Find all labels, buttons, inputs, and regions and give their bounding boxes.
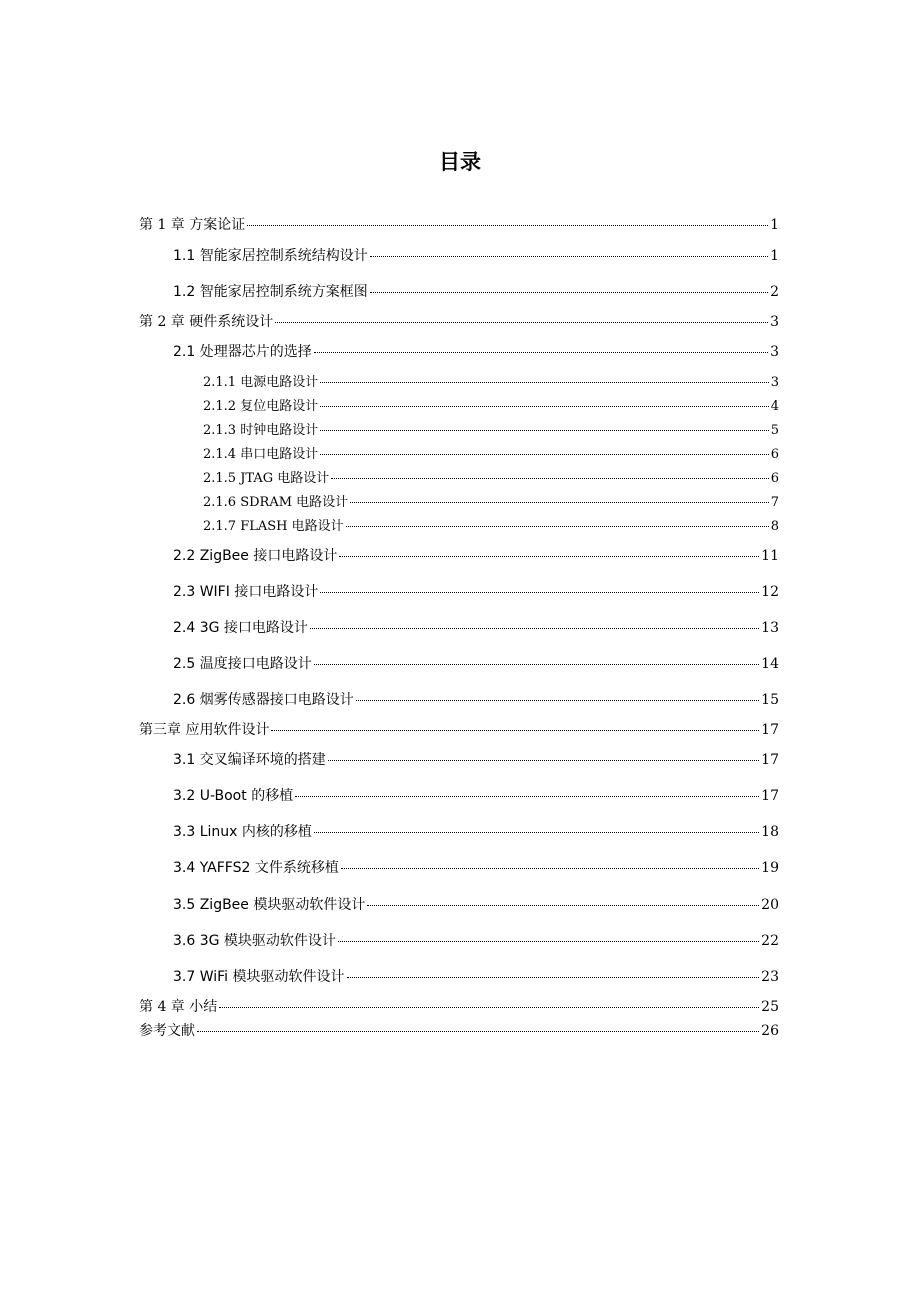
toc-entry[interactable] <box>173 930 779 950</box>
toc-entry-text: 2.5 温度接口电路设计 <box>173 656 312 672</box>
toc-entry[interactable] <box>173 749 779 769</box>
toc-page-number: 17 <box>761 752 779 768</box>
toc-leader <box>314 352 768 353</box>
toc-leader <box>320 454 769 455</box>
toc-page-number: 13 <box>761 620 779 636</box>
toc-page-number: 25 <box>761 999 779 1015</box>
toc-entry[interactable] <box>203 395 779 414</box>
toc-leader <box>320 382 769 383</box>
toc-leader <box>271 730 759 731</box>
toc-entry[interactable] <box>173 653 779 673</box>
toc-entry-text: 3.3 Linux 内核的移植 <box>173 824 312 840</box>
toc-page-number: 12 <box>761 584 779 600</box>
toc-entry[interactable] <box>173 281 779 301</box>
toc-leader <box>338 941 759 942</box>
toc-page-number: 26 <box>761 1023 779 1039</box>
toc-entry[interactable] <box>173 581 779 601</box>
toc-entry[interactable] <box>173 821 779 841</box>
toc-entry[interactable] <box>173 894 779 914</box>
toc-entry[interactable] <box>173 341 779 361</box>
toc-page-number: 3 <box>770 375 779 390</box>
toc-leader <box>370 292 768 293</box>
toc-entry-text: 2.1.6 SDRAM 电路设计 <box>203 495 349 510</box>
toc-entry[interactable] <box>139 719 779 739</box>
toc-leader <box>295 796 759 797</box>
toc-leader <box>341 868 759 869</box>
toc-leader <box>310 628 759 629</box>
toc-page-number: 7 <box>770 495 779 510</box>
toc-entry[interactable] <box>173 245 779 265</box>
toc-entry[interactable] <box>173 966 779 986</box>
toc-page-number: 4 <box>770 399 779 414</box>
toc-page-number: 20 <box>761 897 779 913</box>
toc-page-number: 6 <box>770 471 779 486</box>
toc-entry[interactable] <box>139 1020 779 1040</box>
toc-leader <box>331 478 768 479</box>
toc-entry-text: 第 4 章 小结 <box>139 999 218 1015</box>
toc-entry-text: 2.1.1 电源电路设计 <box>203 375 319 390</box>
toc-page-number: 22 <box>761 933 779 949</box>
toc-leader <box>370 256 768 257</box>
toc-entry-text: 3.2 U-Boot 的移植 <box>173 788 294 804</box>
toc-entry-text: 1.1 智能家居控制系统结构设计 <box>173 248 368 264</box>
toc-entry[interactable] <box>173 545 779 565</box>
toc-leader <box>350 502 769 503</box>
toc-entry-text: 2.6 烟雾传感器接口电路设计 <box>173 692 354 708</box>
toc-entry[interactable] <box>203 443 779 462</box>
toc-entry[interactable] <box>173 785 779 805</box>
toc-entry[interactable] <box>173 689 779 709</box>
toc-entry-text: 第 1 章 方案论证 <box>139 217 246 233</box>
toc-leader <box>346 526 769 527</box>
toc-entry[interactable] <box>173 857 779 877</box>
toc-page-number: 5 <box>770 423 779 438</box>
toc-leader <box>328 760 759 761</box>
toc-entry-text: 3.5 ZigBee 模块驱动软件设计 <box>173 897 366 913</box>
toc-entry[interactable] <box>139 311 779 331</box>
toc-leader <box>367 905 759 906</box>
toc-leader <box>320 406 769 407</box>
toc-entry[interactable] <box>173 617 779 637</box>
toc-entry-text: 3.4 YAFFS2 文件系统移植 <box>173 860 339 876</box>
toc-entry-text: 2.4 3G 接口电路设计 <box>173 620 308 636</box>
toc-leader <box>197 1031 759 1032</box>
toc-page-number: 23 <box>761 969 779 985</box>
toc-entry-text: 2.1 处理器芯片的选择 <box>173 344 312 360</box>
toc-entry[interactable] <box>203 515 779 534</box>
toc-entry[interactable] <box>203 419 779 438</box>
toc-page-number: 1 <box>770 248 779 264</box>
page-title: 目录 <box>439 150 481 174</box>
toc-entry-text: 2.2 ZigBee 接口电路设计 <box>173 548 338 564</box>
toc-page-number: 17 <box>761 788 779 804</box>
toc-entry-text: 3.6 3G 模块驱动软件设计 <box>173 933 336 949</box>
toc-page-number: 14 <box>761 656 779 672</box>
toc-entry-text: 第三章 应用软件设计 <box>139 722 270 738</box>
toc-entry-text: 2.1.4 串口电路设计 <box>203 447 319 462</box>
toc-page-number: 2 <box>770 284 779 300</box>
toc-page-number: 3 <box>770 314 779 330</box>
toc-page-number: 1 <box>770 217 779 233</box>
toc-entry-text: 3.7 WiFi 模块驱动软件设计 <box>173 969 345 985</box>
toc-entry-text: 3.1 交叉编译环境的搭建 <box>173 752 326 768</box>
toc-page-number: 6 <box>770 447 779 462</box>
toc-entry-text: 第 2 章 硬件系统设计 <box>139 314 274 330</box>
toc-page-number: 15 <box>761 692 779 708</box>
toc-leader <box>320 430 769 431</box>
toc-page-number: 3 <box>770 344 779 360</box>
toc-entry-text: 2.1.3 时钟电路设计 <box>203 423 319 438</box>
toc-entry-text: 1.2 智能家居控制系统方案框图 <box>173 284 368 300</box>
toc-leader <box>247 225 768 226</box>
toc-leader <box>347 977 760 978</box>
toc-page-number: 19 <box>761 860 779 876</box>
toc-entry[interactable] <box>203 467 779 486</box>
toc-entry[interactable] <box>139 214 779 234</box>
toc-page-number: 18 <box>761 824 779 840</box>
toc-entry-text: 2.3 WIFI 接口电路设计 <box>173 584 319 600</box>
toc-entry[interactable] <box>203 371 779 390</box>
toc-entry-text: 参考文献 <box>139 1023 195 1039</box>
toc-page-number: 17 <box>761 722 779 738</box>
toc-leader <box>314 832 759 833</box>
toc-leader <box>320 592 759 593</box>
toc-entry-text: 2.1.7 FLASH 电路设计 <box>203 519 344 534</box>
toc-page-number: 8 <box>770 519 779 534</box>
toc-entry[interactable] <box>139 996 779 1016</box>
toc-entry[interactable] <box>203 491 779 510</box>
toc-leader <box>219 1007 759 1008</box>
toc-leader <box>356 700 759 701</box>
toc-entry-text: 2.1.2 复位电路设计 <box>203 399 319 414</box>
toc-leader <box>275 322 768 323</box>
toc-entry-text: 2.1.5 JTAG 电路设计 <box>203 471 330 486</box>
toc-leader <box>314 664 759 665</box>
toc-leader <box>339 556 759 557</box>
toc-page-number: 11 <box>761 548 779 564</box>
